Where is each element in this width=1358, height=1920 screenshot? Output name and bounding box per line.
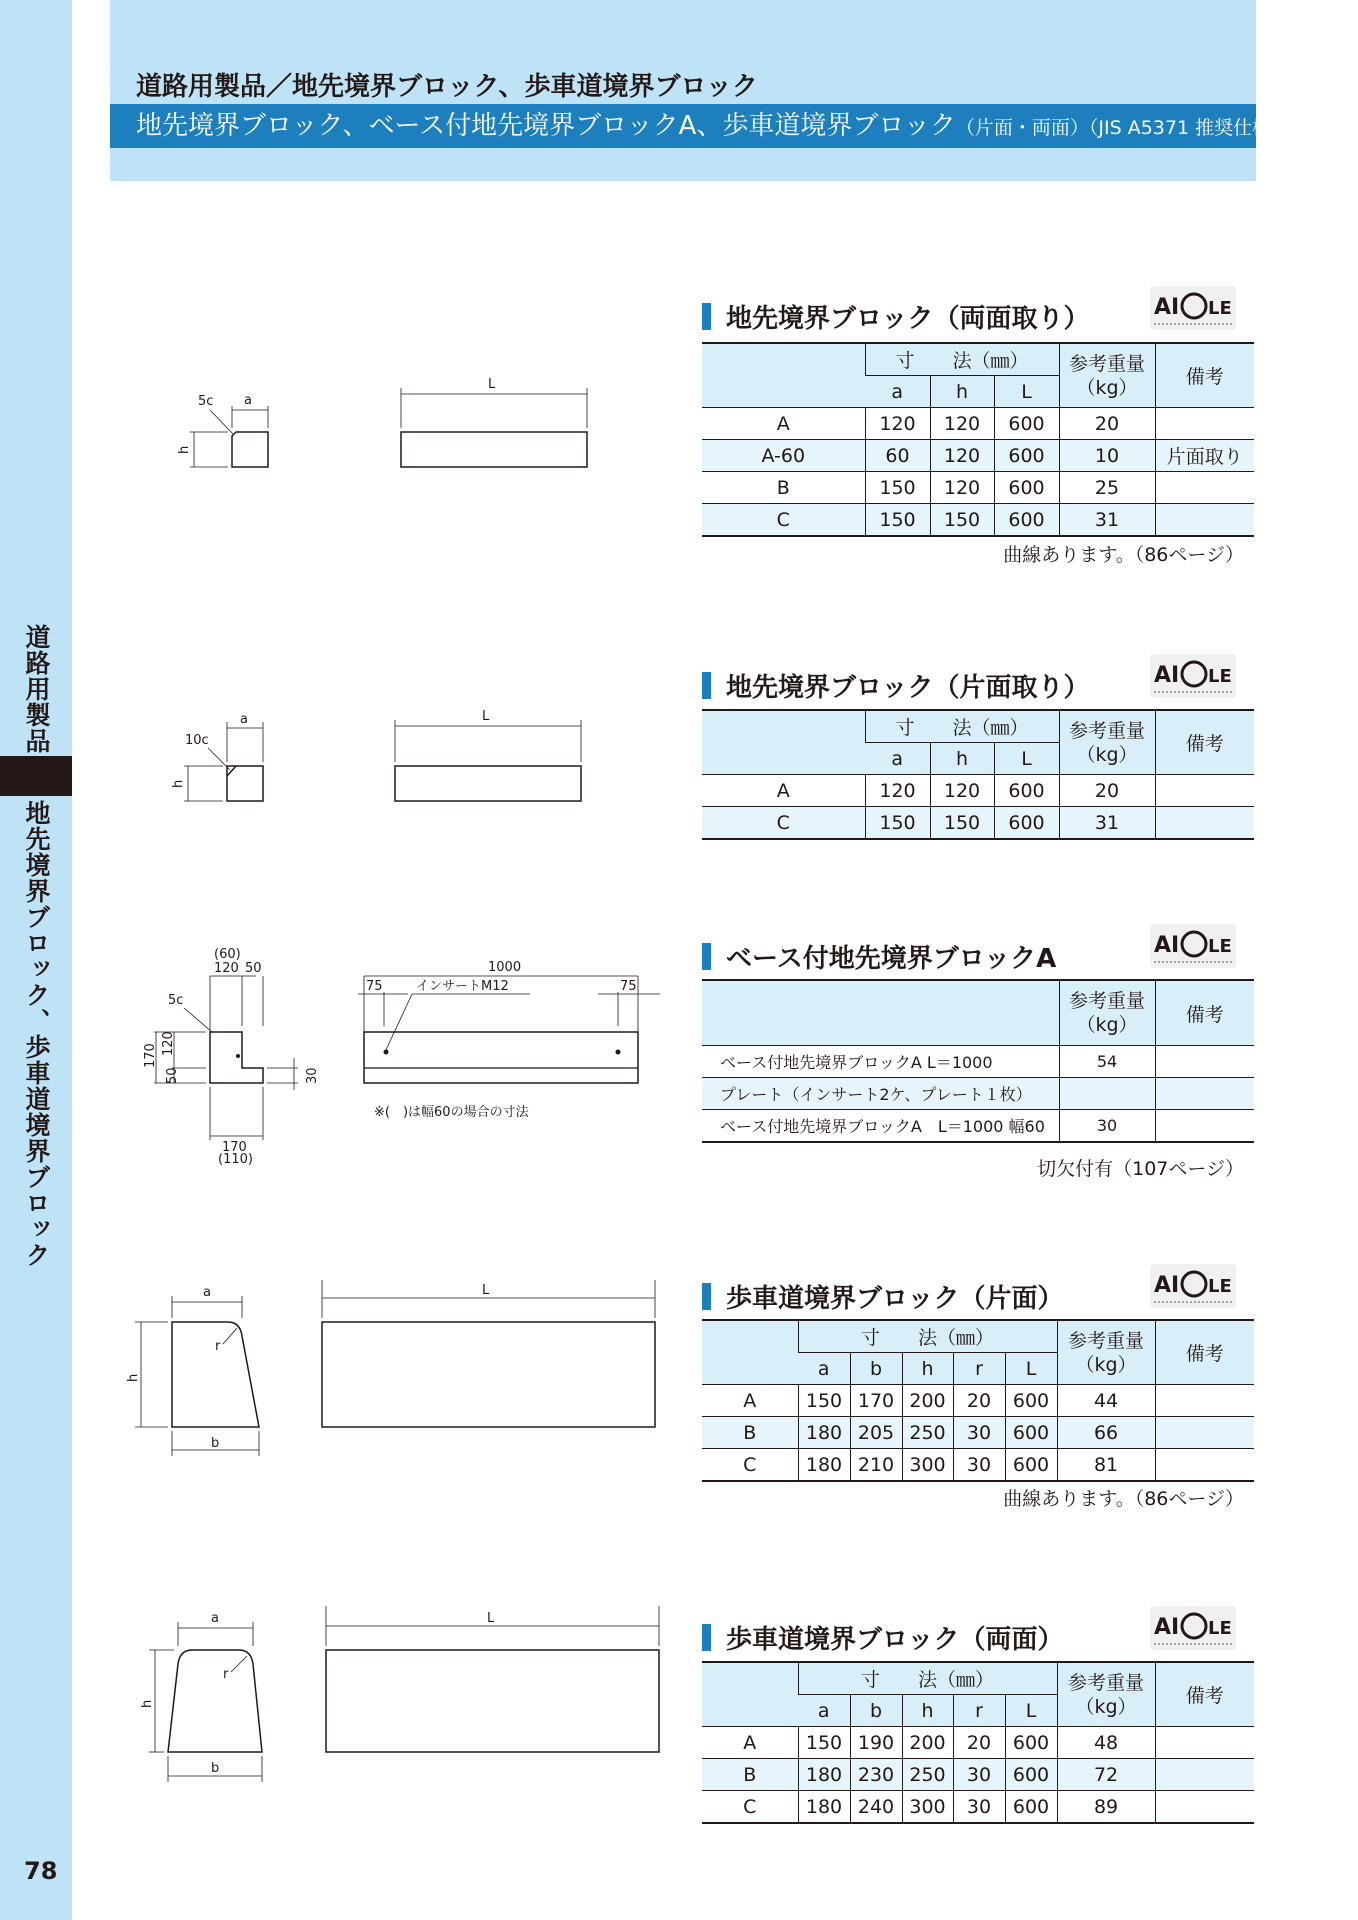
svg-text:AI: AI (1154, 663, 1180, 688)
dim-h: h (177, 445, 192, 454)
category-title: 道路用製品／地先境界ブロック、歩車道境界ブロック (136, 72, 758, 102)
svg-text:AI: AI (1154, 1273, 1180, 1298)
dim-L: L (482, 1283, 490, 1298)
svg-text:LE: LE (1208, 1618, 1232, 1639)
aicle-recycle-logo-icon (1150, 286, 1236, 330)
dim-120-left: 120 (161, 1031, 176, 1056)
dim-b: b (211, 1761, 220, 1776)
dim-50-left: 50 (165, 1067, 180, 1084)
dim-30: 30 (305, 1067, 320, 1084)
dim-a: a (203, 1285, 211, 1300)
drawing-double-chamfer (170, 370, 600, 480)
table-row: C 180 210 300 30 600 81 (702, 1449, 1254, 1482)
section-title: 歩車道境界ブロック（両面） (726, 1625, 1064, 1655)
svg-text:LE: LE (1208, 936, 1232, 957)
section-title: ベース付地先境界ブロックA (726, 944, 1057, 974)
dim-paren-60: (60) (214, 947, 241, 962)
table-row: A-60 60 120 600 10 片面取り (702, 440, 1254, 472)
table-row: B 150 120 600 25 (702, 472, 1254, 504)
svg-text:LE: LE (1208, 666, 1232, 687)
table-row: A 120 120 600 20 (702, 775, 1254, 807)
drawing-curb-single (125, 1270, 675, 1460)
svg-text:AI: AI (1154, 1615, 1180, 1640)
dim-L: L (482, 709, 490, 724)
svg-text:AI: AI (1154, 933, 1180, 958)
dim-L: L (487, 1611, 495, 1626)
section-title: 地先境界ブロック（両面取り） (726, 304, 1090, 334)
insert-label: インサートM12 (416, 979, 509, 994)
section-marker (702, 672, 711, 699)
svg-text:LE: LE (1208, 1276, 1232, 1297)
sidebar-subcategory: 地先境界ブロック、歩車道境界ブロック (22, 800, 51, 1268)
section-marker (702, 943, 711, 970)
dim-120: 120 (214, 961, 239, 976)
section-note: 曲線あります。（86ページ） (1003, 1488, 1244, 1510)
spec-table: 寸 法（㎜） 参考重量（kg） 備考 a h L A 120 120 600 20 A-60 60 120 600 10 片面取り B 150 120 600 25 C 150 150 600 31 (702, 342, 1254, 537)
table-row: ベース付地先境界ブロックA L＝1000 幅60 30 (702, 1110, 1254, 1143)
dim-75-left: 75 (366, 979, 383, 994)
table-row: ベース付地先境界ブロックA L＝1000 54 (702, 1046, 1254, 1078)
table-row: C 150 150 600 31 (702, 504, 1254, 537)
aicle-recycle-logo-icon (1150, 1606, 1236, 1650)
drawing-curb-double (125, 1600, 675, 1790)
table-row: C 150 150 600 31 (702, 807, 1254, 840)
section-title: 地先境界ブロック（片面取り） (726, 673, 1090, 703)
table-row: A 150 190 200 20 600 48 (702, 1727, 1254, 1759)
dim-b: b (211, 1436, 220, 1451)
dim-h: h (140, 1699, 155, 1708)
section-marker (702, 303, 711, 330)
spec-table: 寸 法（㎜） 参考重量（kg） 備考 a b h r L A 150 190 200 20 600 48 B 180 230 250 30 600 72 C 180 240 300 30 600 89 (702, 1661, 1254, 1824)
section-marker (702, 1283, 711, 1310)
dim-h: h (171, 779, 186, 788)
dim-r: r (223, 1667, 229, 1682)
spec-table: 参考重量（kg） 備考 ベース付地先境界ブロックA L＝1000 54 プレート（インサート2ケ、プレート１枚） ベース付地先境界ブロックA L＝1000 幅60 30 (702, 979, 1254, 1143)
table-row: A 120 120 600 20 (702, 408, 1254, 440)
spec-table: 寸 法（㎜） 参考重量（kg） 備考 a b h r L A 150 170 200 20 600 44 B 180 205 250 30 600 66 C 180 210 300 30 600 81 (702, 1319, 1254, 1482)
sidebar-category: 道路用製品 (22, 624, 51, 754)
dim-chamfer: 10c (185, 733, 209, 748)
page-number: 78 (24, 1857, 58, 1885)
table-row: B 180 205 250 30 600 66 (702, 1417, 1254, 1449)
dim-170-left: 170 (143, 1043, 158, 1068)
aicle-recycle-logo-icon (1150, 924, 1236, 968)
dim-L: L (488, 377, 496, 392)
table-row: プレート（インサート2ケ、プレート１枚） (702, 1078, 1254, 1110)
svg-text:AI: AI (1154, 295, 1180, 320)
aicle-recycle-logo-icon (1150, 654, 1236, 698)
section-title: 歩車道境界ブロック（片面） (726, 1284, 1064, 1314)
dim-1000: 1000 (488, 960, 522, 975)
drawing-footnote: ※( )は幅60の場合の寸法 (374, 1105, 529, 1120)
dim-a: a (244, 393, 252, 408)
section-note: 切欠付有（107ページ） (1037, 1158, 1244, 1180)
spec-table: 寸 法（㎜） 参考重量（kg） 備考 a h L A 120 120 600 20 C 150 150 600 31 (702, 709, 1254, 840)
dim-a: a (211, 1611, 219, 1626)
dim-chamfer: 5c (168, 993, 184, 1008)
dim-r: r (215, 1339, 221, 1354)
aicle-recycle-logo-icon (1150, 1264, 1236, 1308)
dim-75-right: 75 (620, 979, 637, 994)
dim-a: a (240, 712, 248, 727)
section-note: 曲線あります。（86ページ） (1003, 544, 1244, 566)
table-row: B 180 230 250 30 600 72 (702, 1759, 1254, 1791)
table-row: C 180 240 300 30 600 89 (702, 1791, 1254, 1824)
dim-chamfer: 5c (198, 394, 214, 409)
dim-50: 50 (245, 961, 262, 976)
sidebar-marker (0, 756, 72, 796)
dim-170-bottom: 170 (222, 1140, 247, 1155)
drawing-single-chamfer (170, 700, 600, 810)
svg-text:LE: LE (1208, 298, 1232, 319)
dim-h: h (126, 1373, 141, 1382)
page-title: 地先境界ブロック、ベース付地先境界ブロックA、歩車道境界ブロック（片面・両面）（JIS A5371 推奨仕様B-2） (136, 111, 1323, 141)
table-row: A 150 170 200 20 600 44 (702, 1385, 1254, 1417)
section-marker (702, 1624, 711, 1651)
dim-paren-110: (110) (218, 1152, 253, 1167)
drawing-base-block (130, 940, 670, 1170)
